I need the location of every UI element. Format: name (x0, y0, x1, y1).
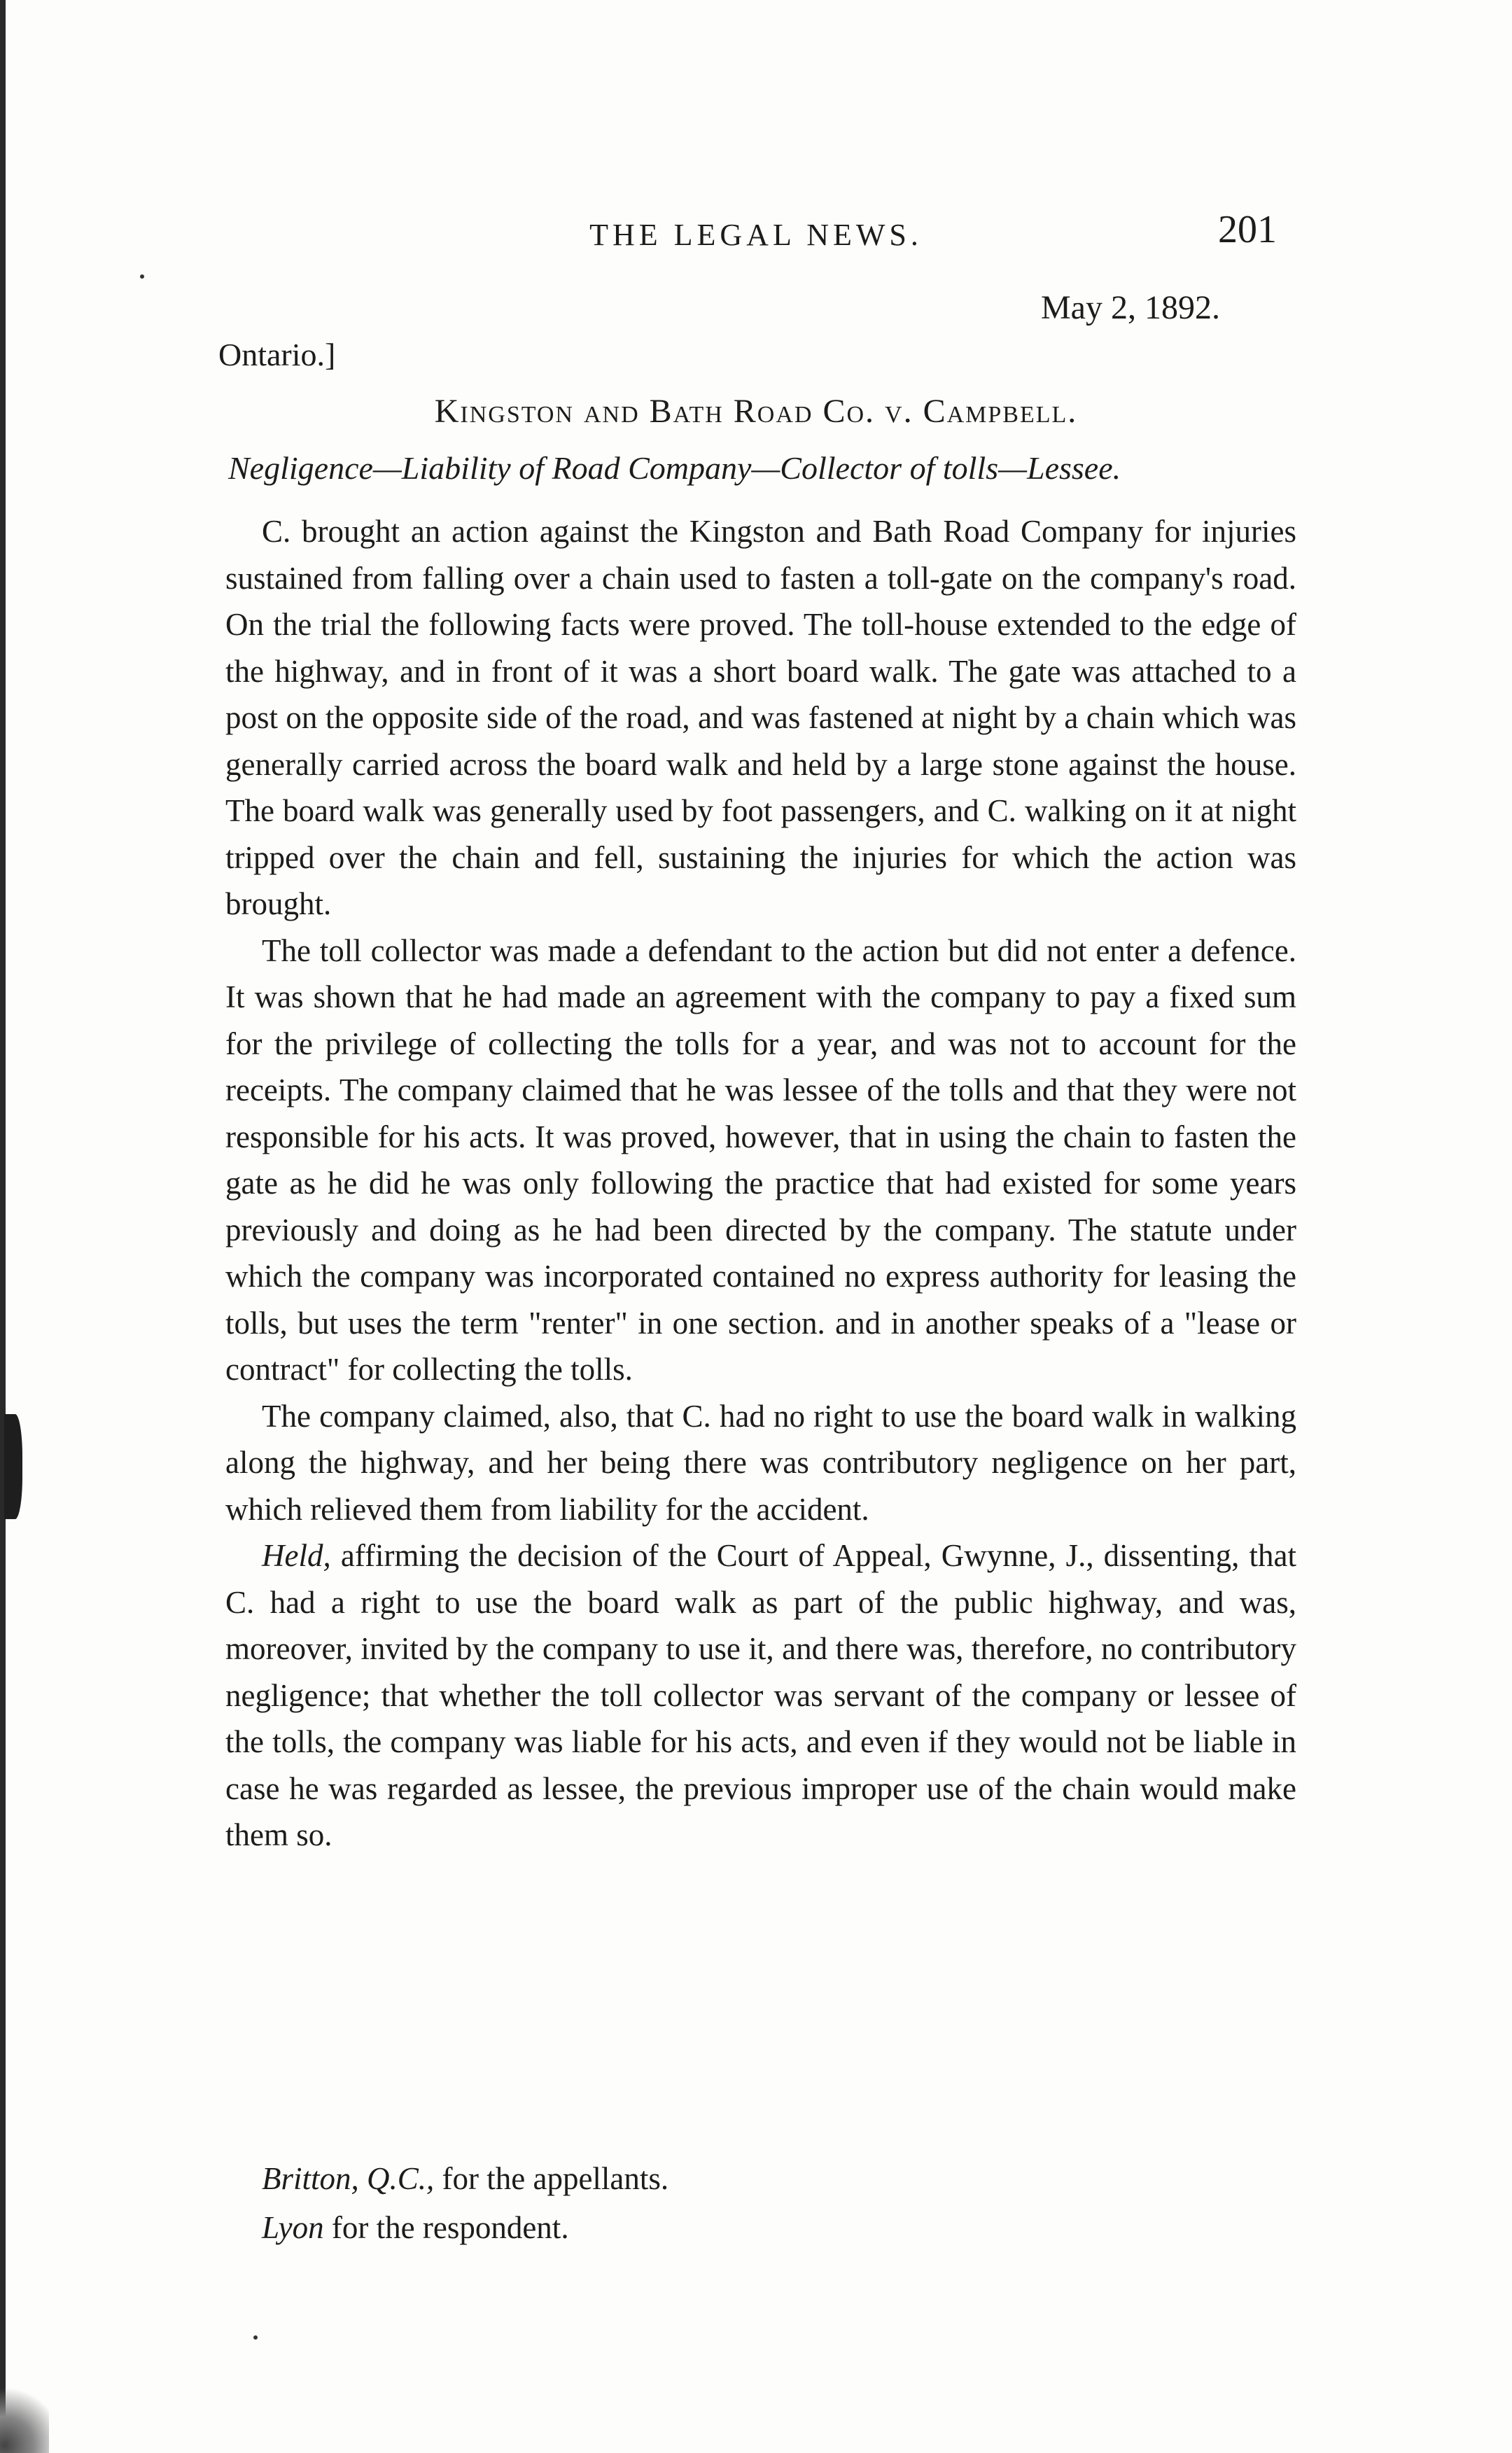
counsel-name: Britton, Q.C., (262, 2161, 435, 2196)
paragraph-facts: C. brought an action against the Kingston and Bath Road Company for injuries sustained from falling over a chain used to fasten a toll-gate on the company's road. On the trial the following facts were proved. The toll-house extended to the edge of the highway, and in front of it was a short board walk. The gate was attached to a post on the opposite side of the road, and was fastened at night by a chain which was generally carried across the board walk and held by a large stone against the house. The board walk was generally used by foot passengers, and C. walking on it at night tripped over the chain and fell, sustaining the injuries for which the action was brought. (225, 514, 1296, 921)
ink-speck (140, 274, 144, 279)
page-binding-edge (0, 0, 6, 2453)
case-title: Kingston and Bath Road Co. v. Campbell. (434, 393, 1078, 430)
headnote: Negligence—Liability of Road Company—Collector of tolls—Lessee. (228, 450, 1121, 486)
holding-text: affirming the decision of the Court of Appeal, Gwynne, J., dissenting, that C. had a right to use the board walk as part of the public highway, and was, moreover, invited by the company to use it, and there was, therefore, no contributory negligence; that whether the toll collector was servant of the company or lessee of the tolls, the company was liable for his acts, and even if they would not be liable in case he was regarded as lessee, the previous improper use of the chain would make them so. (225, 1538, 1296, 1852)
binding-tear-mark (4, 1414, 22, 1519)
running-header: THE LEGAL NEWS. (589, 218, 923, 252)
counsel-respondent (262, 2209, 569, 2246)
paragraph-holding (225, 1532, 1296, 1859)
jurisdiction-label: Ontario.] (218, 337, 336, 372)
counsel-role: for the respondent. (323, 2210, 569, 2245)
page-number: 201 (1218, 208, 1277, 251)
paragraph-toll-collector: The toll collector was made a defendant to the action but did not enter a defence. It was shown that he had made an agreement with the company to pay a fixed sum for the privilege of collecting the tolls for a year, and was not to account for the receipts. The company claimed that he was lessee of the tolls and that they were not responsible for his acts. It was proved, however, that in using the chain to fasten the gate as he did he was only following the practice that had existed for some years previously and doing as he had been directed by the company. The statute under which the company was incorporated contained no express authority for leasing the tolls, but uses the term "renter" in one section. and in another speaks of a "lease or contract" for collecting the tolls. (225, 932, 1296, 1387)
issue-date: May 2, 1892. (1041, 289, 1220, 326)
ink-speck (253, 2335, 258, 2340)
held-label: Held, (262, 1538, 331, 1573)
corner-smudge (0, 2376, 49, 2453)
counsel-role: for the appellants. (434, 2161, 669, 2196)
paragraph-company-claim: The company claimed, also, that C. had no right to use the board walk in walking along the highway, and her being there was contributory negligence on her part, which relieved them from liability for the accident. (225, 1398, 1296, 1527)
case-body (225, 508, 1296, 1859)
counsel-name: Lyon (262, 2210, 324, 2245)
counsel-appellants (262, 2160, 668, 2197)
